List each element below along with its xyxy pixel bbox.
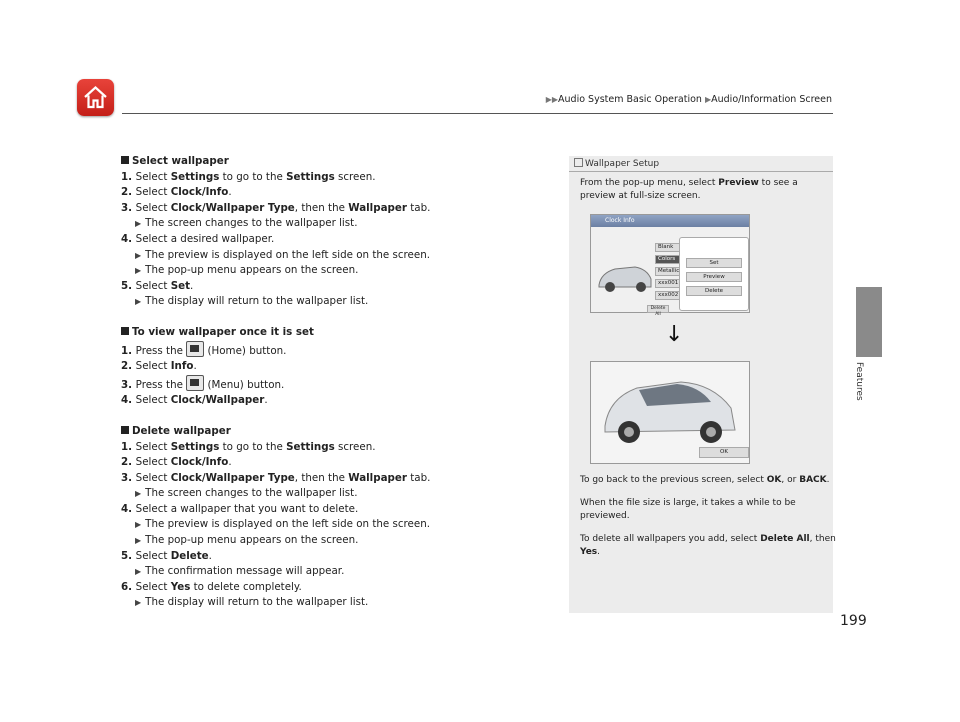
step-item: 4. Select a wallpaper that you want to delete. (121, 502, 359, 515)
step-result: ▶ The confirmation message will appear. (135, 565, 345, 578)
ui-term: Yes (170, 580, 191, 593)
sidebar-intro: From the pop-up menu, select Preview to see a preview at full-size screen. (580, 178, 798, 201)
step-result: ▶ The preview is displayed on the left side on the screen. (135, 248, 431, 261)
delete-button[interactable]: Delete (686, 286, 742, 296)
ui-term: OK (766, 475, 782, 485)
step-result: ▶ The display will return to the wallpaper list. (135, 295, 369, 308)
preview-button[interactable]: Preview (686, 272, 742, 282)
header-rule (122, 113, 833, 114)
breadcrumb-item[interactable]: Audio/Information Screen (711, 94, 832, 105)
main-content (121, 154, 541, 611)
ui-term: Yes (580, 547, 598, 557)
step-item: 2. Select Info. (121, 360, 197, 373)
step-number: 1. (121, 440, 136, 453)
step-number: 4. (121, 502, 136, 515)
ui-term: Set (170, 279, 191, 292)
step-number: 6. (121, 580, 136, 593)
square-bullet-icon (121, 426, 129, 434)
step-result: ▶ The display will return to the wallpaper list. (135, 596, 369, 609)
step-item: 3. Press the (Menu) button. (121, 375, 541, 394)
step-number: 3. (121, 471, 136, 484)
section-heading: To view wallpaper once it is set (121, 325, 541, 341)
arrow-right-icon: ▶ (135, 266, 142, 276)
step-number: 5. (121, 549, 136, 562)
step-number: 3. (121, 201, 136, 214)
step-result: ▶ The screen changes to the wallpaper list. (135, 487, 358, 500)
breadcrumb: ▶▶Audio System Basic Operation ▶Audio/Information Screen (545, 94, 832, 105)
ui-term: Clock/Wallpaper (170, 394, 265, 407)
page-number: 199 (840, 613, 867, 629)
sidebar-note-paragraph: When the file size is large, it takes a while to be previewed. (580, 498, 796, 521)
arrow-right-icon: ▶ (135, 520, 142, 530)
step-number: 4. (121, 232, 136, 245)
step-item: 1. Select Settings to go to the Settings screen. (121, 440, 376, 453)
wallpaper-list-screenshot (590, 214, 750, 317)
screen-title-bar: Clock Info (591, 215, 749, 227)
step-item: 2. Select Clock/Info. (121, 456, 232, 469)
step-item: 5. Select Set. (121, 279, 194, 292)
set-button[interactable]: Set (686, 258, 742, 268)
step-result: ▶ The screen changes to the wallpaper list. (135, 217, 358, 230)
section-heading: Select wallpaper (121, 154, 541, 170)
wallpaper-list-item[interactable]: Colors (655, 255, 681, 264)
step-number: 2. (121, 456, 136, 469)
step-number: 1. (121, 170, 136, 183)
sidebar-note-paragraph: To go back to the previous screen, select OK, or BACK. (580, 475, 830, 485)
step-number: 4. (121, 394, 136, 407)
menu-button-icon (186, 375, 204, 391)
car-thumbnail (595, 255, 655, 295)
wallpaper-list-item[interactable]: xxx001 (655, 279, 681, 288)
square-bullet-icon (121, 327, 129, 335)
arrow-right-icon: ▶ (135, 297, 142, 307)
step-number: 2. (121, 360, 136, 373)
wallpaper-list-item[interactable]: Metallic (655, 267, 681, 276)
step-item: 3. Select Clock/Wallpaper Type, then the Wallpaper tab. (121, 201, 431, 214)
wallpaper-list-item[interactable]: xxx002 (655, 291, 681, 300)
ui-term: Clock/Info (170, 456, 229, 469)
ui-term: Clock/Wallpaper Type (170, 471, 295, 484)
note-icon (574, 158, 583, 167)
ui-term: Info (170, 360, 194, 373)
ui-term: Wallpaper (348, 471, 407, 484)
step-item: 1. Press the (Home) button. (121, 341, 541, 360)
ok-button[interactable]: OK (699, 447, 749, 458)
wallpaper-list-item[interactable]: Blank (655, 243, 681, 252)
arrow-right-icon: ▶ (135, 536, 142, 546)
sidebar-note-paragraph: To delete all wallpapers you add, select Delete All, then Yes. (580, 534, 836, 557)
arrow-right-icon: ▶ (135, 567, 142, 577)
ui-term: Delete (170, 549, 209, 562)
ui-term: Preview (718, 178, 759, 188)
section-tab-label: Features (854, 362, 864, 401)
ui-term: Clock/Info (170, 186, 229, 199)
car-image (595, 364, 745, 454)
step-result: ▶ The pop-up menu appears on the screen. (135, 264, 359, 277)
step-item: 3. Select Clock/Wallpaper Type, then the Wallpaper tab. (121, 471, 431, 484)
step-number: 2. (121, 186, 136, 199)
ui-term: Delete All (760, 534, 810, 544)
ui-term: Wallpaper (348, 201, 407, 214)
sidebar-notes (569, 474, 854, 559)
wallpaper-preview-screenshot (590, 361, 750, 464)
step-item: 4. Select a desired wallpaper. (121, 232, 275, 245)
section-heading: Delete wallpaper (121, 424, 541, 440)
step-number: 3. (121, 378, 136, 391)
sidebar-title: Wallpaper Setup (569, 156, 833, 172)
arrow-right-icon: ▶ (135, 598, 142, 608)
step-result: ▶ The pop-up menu appears on the screen. (135, 534, 359, 547)
step-item: 6. Select Yes to delete completely. (121, 580, 302, 593)
step-item: 4. Select Clock/Wallpaper. (121, 394, 268, 407)
arrow-right-icon: ▶ (135, 219, 142, 229)
arrow-right-icon: ▶ (135, 250, 142, 260)
step-result: ▶ The preview is displayed on the left side on the screen. (135, 518, 431, 531)
step-number: 1. (121, 344, 136, 357)
popup-menu (679, 237, 749, 311)
step-number: 5. (121, 279, 136, 292)
step-item: 5. Select Delete. (121, 549, 212, 562)
ui-term: Clock/Wallpaper Type (170, 201, 295, 214)
ui-term: Settings (170, 440, 220, 453)
sidebar-note (569, 156, 836, 613)
ui-term: Settings (170, 170, 220, 183)
delete-all-button[interactable]: Delete All (647, 305, 669, 313)
breadcrumb-item[interactable]: Audio System Basic Operation (558, 94, 702, 105)
ui-term: Settings (286, 170, 335, 183)
ui-term: BACK (799, 475, 827, 485)
arrow-down-icon: ↓ (665, 322, 684, 347)
square-bullet-icon (121, 156, 129, 164)
step-item: 2. Select Clock/Info. (121, 186, 232, 199)
section-tab[interactable] (856, 287, 882, 357)
home-button-icon (186, 341, 204, 357)
step-item: 1. Select Settings to go to the Settings screen. (121, 170, 376, 183)
arrow-right-icon: ▶ (135, 489, 142, 499)
ui-term: Settings (286, 440, 335, 453)
